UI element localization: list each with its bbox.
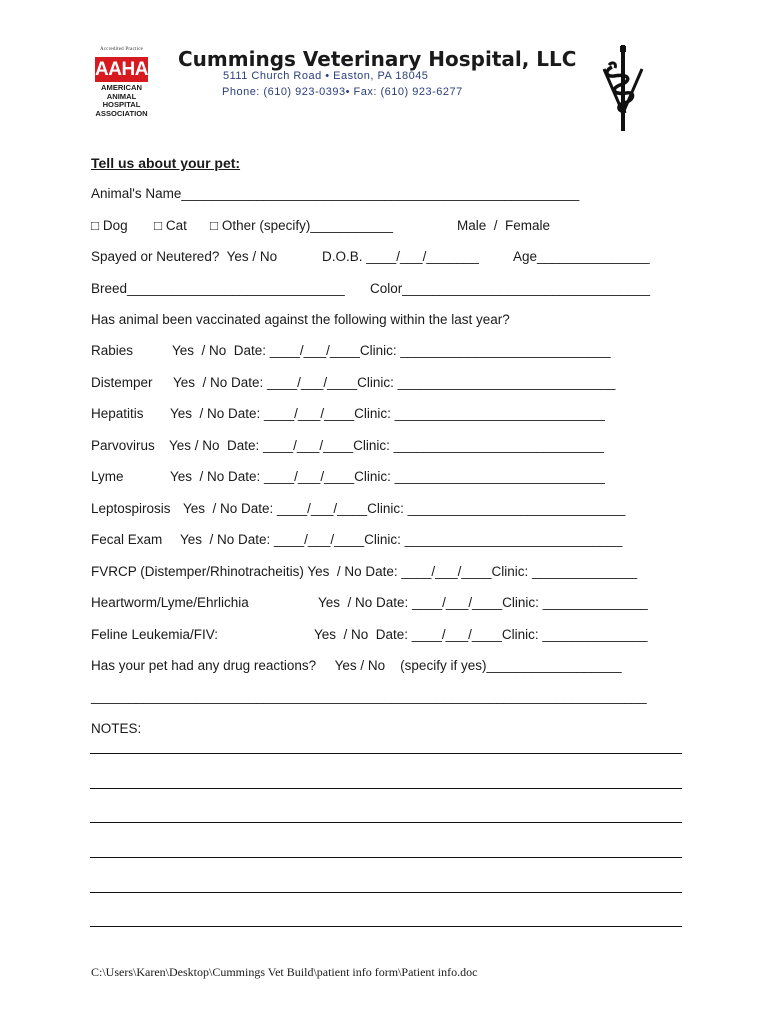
notes-line[interactable] bbox=[90, 788, 682, 789]
vaccine-answer-field[interactable]: Yes / No Date: ____/___/____Clinic: ____________________________ bbox=[170, 469, 605, 484]
drug-reactions-field[interactable]: Has your pet had any drug reactions? Yes / No (specify if yes)__________________ bbox=[91, 658, 622, 673]
dob-field[interactable]: D.O.B. ____/___/_______ bbox=[322, 249, 479, 264]
species-dog-checkbox[interactable]: □ Dog bbox=[91, 218, 128, 233]
logo-accredited-text: Accredited Practice bbox=[99, 47, 144, 52]
vaccine-label: Leptospirosis bbox=[91, 501, 171, 516]
notes-line[interactable] bbox=[90, 926, 682, 927]
heartworm-label: Heartworm/Lyme/Ehrlichia bbox=[91, 595, 249, 610]
form-heading: Tell us about your pet: bbox=[91, 155, 241, 171]
logo-aaha-mark: AAHA bbox=[95, 59, 148, 80]
spayed-field[interactable]: Spayed or Neutered? Yes / No bbox=[91, 249, 278, 264]
breed-field[interactable]: Breed_____________________________ bbox=[91, 281, 345, 296]
hospital-phone-fax: Phone: (610) 923-0393• Fax: (610) 923-6277 bbox=[222, 86, 463, 98]
aaha-logo bbox=[93, 47, 150, 124]
vaccination-question: Has animal been vaccinated against the following within the last year? bbox=[91, 312, 510, 327]
vaccine-answer-field[interactable]: Yes / No Date: ____/___/____Clinic: _____________________________ bbox=[173, 375, 616, 390]
logo-association-name bbox=[94, 84, 149, 118]
caduceus-icon bbox=[600, 43, 646, 135]
drug-reactions-continuation[interactable]: __________________________________________________________________________ bbox=[91, 689, 647, 704]
age-field[interactable]: Age_______________ bbox=[513, 249, 650, 264]
animal-name-field[interactable]: Animal's Name_____________________________________________________ bbox=[91, 186, 580, 201]
color-field[interactable]: Color_________________________________ bbox=[370, 281, 651, 296]
vaccine-label: Rabies bbox=[91, 343, 134, 358]
vaccine-answer-field[interactable]: Yes / No Date: ____/___/____Clinic: _____________________________ bbox=[180, 532, 623, 547]
logo-sub-line: ANIMAL bbox=[106, 91, 137, 101]
fvrcp-field[interactable]: FVRCP (Distemper/Rhinotracheitis) Yes / No Date: ____/___/____Clinic: ______________ bbox=[91, 564, 638, 579]
footer-file-path: C:\Users\Karen\Desktop\Cummings Vet Build\patient info form\Patient info.doc bbox=[91, 965, 478, 979]
notes-label: NOTES: bbox=[91, 721, 142, 736]
vaccine-answer-field[interactable]: Yes / No Date: ____/___/____Clinic: ____________________________ bbox=[170, 406, 605, 421]
notes-line[interactable] bbox=[90, 892, 682, 893]
vaccine-answer-field[interactable]: Yes / No Date: ____/___/____Clinic: ____________________________ bbox=[169, 438, 604, 453]
vaccine-label: Parvovirus bbox=[91, 438, 155, 453]
hospital-title: Cummings Veterinary Hospital, LLC bbox=[178, 47, 577, 71]
species-other-checkbox[interactable]: □ Other (specify)___________ bbox=[210, 218, 394, 233]
notes-line[interactable] bbox=[90, 822, 682, 823]
felv-answer-field[interactable]: Yes / No Date: ____/___/____Clinic: ______________ bbox=[314, 627, 648, 642]
sex-field[interactable]: Male / Female bbox=[457, 218, 551, 233]
vaccine-answer-field[interactable]: Yes / No Date: ____/___/____Clinic: _____________________________ bbox=[183, 501, 626, 516]
notes-line[interactable] bbox=[90, 753, 682, 754]
vaccine-label: Distemper bbox=[91, 375, 153, 390]
logo-sub-line: ASSOCIATION bbox=[95, 108, 148, 118]
hospital-address: 5111 Church Road • Easton, PA 18045 bbox=[223, 70, 429, 82]
heartworm-answer-field[interactable]: Yes / No Date: ____/___/____Clinic: ______________ bbox=[318, 595, 648, 610]
vaccine-label: Fecal Exam bbox=[91, 532, 163, 547]
vaccine-label: Hepatitis bbox=[91, 406, 144, 421]
felv-label: Feline Leukemia/FIV: bbox=[91, 627, 219, 642]
vaccine-label: Lyme bbox=[91, 469, 124, 484]
logo-sub-line: AMERICAN bbox=[101, 83, 142, 92]
species-cat-checkbox[interactable]: □ Cat bbox=[154, 218, 187, 233]
vaccine-answer-field[interactable]: Yes / No Date: ____/___/____Clinic: ____________________________ bbox=[172, 343, 611, 358]
notes-line[interactable] bbox=[90, 857, 682, 858]
logo-sub-line: HOSPITAL bbox=[102, 100, 141, 110]
